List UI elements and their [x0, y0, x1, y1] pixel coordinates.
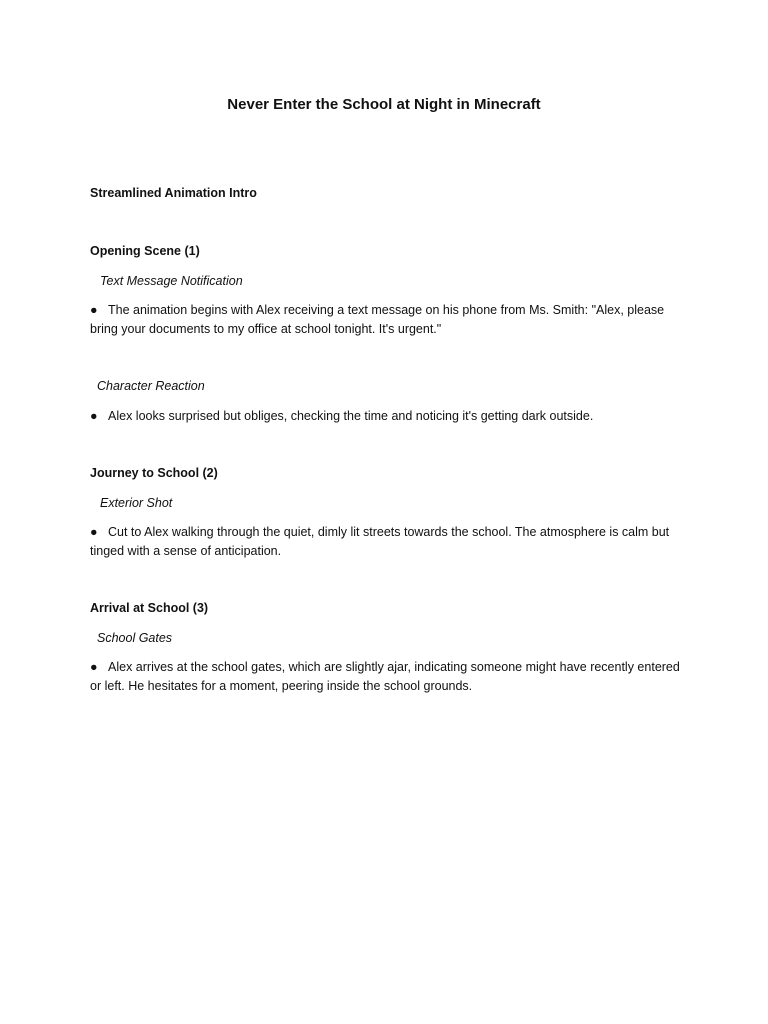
- scene-heading-opening: Opening Scene (1): [90, 244, 200, 258]
- shot-paragraph: [90, 407, 680, 426]
- scene-heading-arrival: Arrival at School (3): [90, 601, 209, 615]
- shot-paragraph: [90, 301, 680, 339]
- bullet-glyph: ●: [90, 525, 98, 539]
- bullet-glyph: ●: [90, 409, 98, 423]
- shot-paragraph: [90, 523, 680, 561]
- shot-text: The animation begins with Alex receiving a text message on his phone from Ms. Smith: "Alex, please bring your documents to my office at school tonight. It's urgent.": [90, 303, 665, 336]
- shot-subheading-text-message: Text Message Notification: [100, 274, 243, 288]
- bullet-glyph: ●: [90, 660, 98, 674]
- shot-text: Alex arrives at the school gates, which are slightly ajar, indicating someone might have recently entered or left. He hesitates for a moment, peering inside the school grounds.: [90, 660, 680, 693]
- bullet-glyph: ●: [90, 303, 98, 317]
- shot-subheading-character-reaction: Character Reaction: [97, 379, 205, 393]
- scene-heading-journey: Journey to School (2): [90, 466, 218, 480]
- shot-text: Alex looks surprised but obliges, checking the time and noticing it's getting dark outside.: [108, 409, 594, 423]
- section-title: Streamlined Animation Intro: [90, 186, 257, 200]
- shot-paragraph: [90, 658, 680, 696]
- shot-subheading-school-gates: School Gates: [97, 631, 173, 645]
- document-title: Never Enter the School at Night in Minecraft: [227, 96, 541, 113]
- shot-subheading-exterior: Exterior Shot: [100, 496, 173, 510]
- shot-text: Cut to Alex walking through the quiet, dimly lit streets towards the school. The atmosphere is calm but tinged with a sense of anticipation.: [90, 525, 670, 558]
